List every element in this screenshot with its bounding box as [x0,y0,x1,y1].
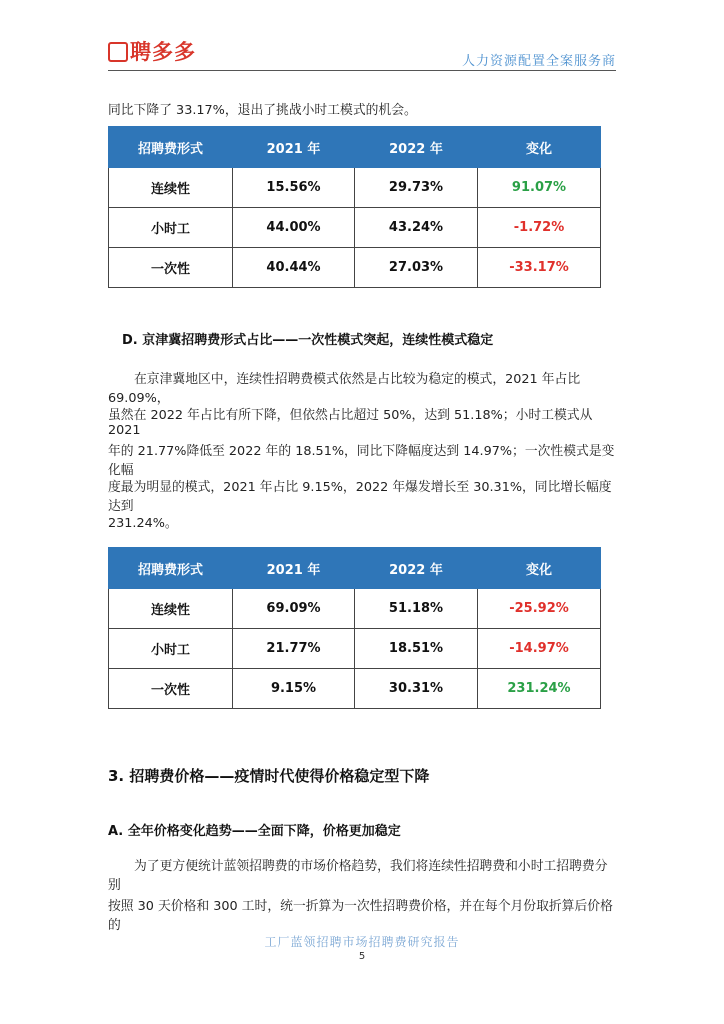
table-header-row [109,548,601,589]
page-number: 5 [358,951,366,962]
cell-type: 一次性 [109,669,233,709]
cell-type: 小时工 [109,629,233,669]
table-row [109,208,601,248]
section-d-heading: D. 京津冀招聘费形式占比——一次性模式突起，连续性模式稳定 [122,333,494,348]
cell-2021: 9.15% [233,669,355,709]
section-a-line-2: 按照 30 天价格和 300 工时，统一折算为一次性招聘费价格，并在每个月份取折算后价格的 [108,899,613,933]
cell-change: -25.92% [478,589,601,629]
cell-2021: 40.44% [233,248,355,288]
brand-logo [108,36,196,66]
section-3-heading: 3. 招聘费价格——疫情时代使得价格稳定型下降 [108,767,430,785]
cell-type: 小时工 [109,208,233,248]
column-header-change: 变化 [478,127,601,168]
table-row [109,669,601,709]
table-row [109,168,601,208]
cell-2022: 51.18% [355,589,478,629]
cell-change: -14.97% [478,629,601,669]
cell-type: 连续性 [109,589,233,629]
column-header-type: 招聘费形式 [109,548,233,589]
column-header-change: 变化 [478,548,601,589]
column-header-2021: 2021 年 [233,548,355,589]
logo-text: 聘多多 [130,40,196,64]
table-row [109,589,601,629]
cell-2022: 18.51% [355,629,478,669]
table-fee-type-share-2 [108,547,601,709]
cell-2021: 15.56% [233,168,355,208]
cell-change: -1.72% [478,208,601,248]
header-divider [108,70,616,71]
section-d-line-3: 年的 21.77%降低至 2022 年的 18.51%，同比下降幅度达到 14.97%；一次性模式是变化幅 [108,444,615,478]
cell-2022: 27.03% [355,248,478,288]
column-header-type: 招聘费形式 [109,127,233,168]
section-d-line-5: 231.24%。 [108,516,178,531]
table-row [109,248,601,288]
cell-type: 一次性 [109,248,233,288]
cell-2021: 21.77% [233,629,355,669]
column-header-2022: 2022 年 [355,127,478,168]
section-a-line-1: 为了更方便统计蓝领招聘费的市场价格趋势，我们将连续性招聘费和小时工招聘费分别 [108,859,608,893]
cell-2021: 44.00% [233,208,355,248]
intro-paragraph: 同比下降了 33.17%，退出了挑战小时工模式的机会。 [108,103,417,118]
table-fee-type-share-1 [108,126,601,288]
cell-2021: 69.09% [233,589,355,629]
header-tagline: 人力资源配置全案服务商 [461,54,616,69]
logo-mark [108,42,128,62]
cell-2022: 43.24% [355,208,478,248]
cell-change: 91.07% [478,168,601,208]
section-a-heading: A. 全年价格变化趋势——全面下降，价格更加稳定 [108,824,401,839]
section-d-line-2: 虽然在 2022 年占比有所下降，但依然占比超过 50%，达到 51.18%；小时工模式从 2021 [108,408,593,438]
cell-2022: 29.73% [355,168,478,208]
table-row [109,629,601,669]
footer-report-title: 工厂蓝领招聘市场招聘费研究报告 [264,935,460,949]
table-header-row [109,127,601,168]
cell-change: 231.24% [478,669,601,709]
cell-2022: 30.31% [355,669,478,709]
cell-type: 连续性 [109,168,233,208]
column-header-2022: 2022 年 [355,548,478,589]
section-d-line-1: 在京津冀地区中，连续性招聘费模式依然是占比较为稳定的模式，2021 年占比 69.09%， [108,372,581,406]
column-header-2021: 2021 年 [233,127,355,168]
section-d-line-4: 度最为明显的模式，2021 年占比 9.15%，2022 年爆发增长至 30.31%，同比增长幅度达到 [108,480,612,514]
cell-change: -33.17% [478,248,601,288]
